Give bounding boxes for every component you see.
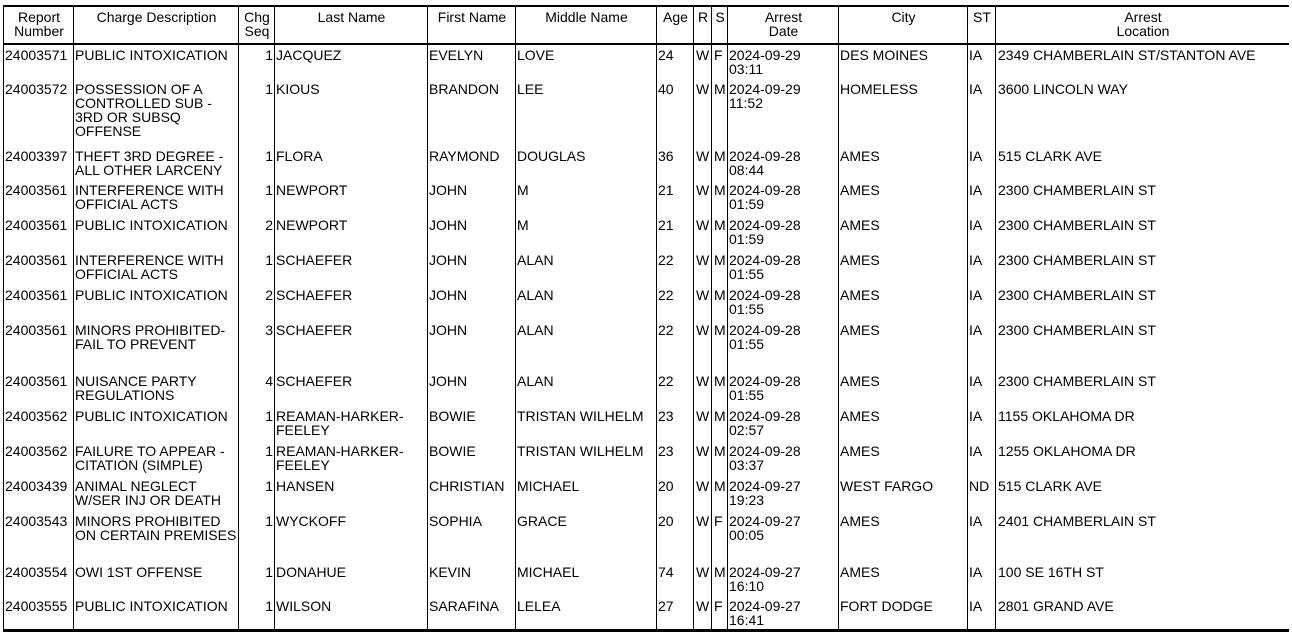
state-cell: IA	[968, 180, 996, 215]
header-sex: S	[712, 7, 728, 44]
charge-description-cell: ANIMAL NEGLECT W/SER INJ OR DEATH	[74, 476, 239, 511]
first-name-cell: SARAFINA	[428, 596, 516, 630]
middle-name-cell: ALAN	[516, 371, 657, 406]
arrest-location-cell: 515 CLARK AVE	[996, 146, 1290, 180]
header-report-number	[4, 7, 74, 44]
city-cell: AMES	[839, 562, 968, 596]
sex-cell: M	[712, 441, 728, 476]
middle-name-cell: LELEA	[516, 596, 657, 630]
last-name-cell: SCHAEFER	[275, 285, 428, 320]
arrest-date-cell	[728, 320, 839, 371]
arrest-date-cell	[728, 285, 839, 320]
middle-name-cell: ALAN	[516, 250, 657, 285]
state-cell: IA	[968, 215, 996, 250]
header-label: Arrest	[1124, 9, 1162, 25]
table-row	[4, 180, 1290, 215]
header-charge-description: Charge Description	[74, 7, 239, 44]
age-cell: 20	[657, 511, 694, 562]
report-number-cell: 24003555	[4, 596, 74, 630]
city-cell: AMES	[839, 146, 968, 180]
first-name-cell: JOHN	[428, 371, 516, 406]
last-name-cell: JACQUEZ	[275, 44, 428, 79]
header-last-name: Last Name	[275, 7, 428, 44]
age-cell: 22	[657, 250, 694, 285]
city-cell: DES MOINES	[839, 44, 968, 79]
arrest-location-cell: 1155 OKLAHOMA DR	[996, 406, 1290, 441]
arrest-date: 2024-09-28	[729, 373, 801, 389]
report-number-cell: 24003561	[4, 250, 74, 285]
sex-cell: F	[712, 44, 728, 79]
race-cell: W	[694, 476, 712, 511]
arrest-date-cell	[728, 371, 839, 406]
arrest-date-cell	[728, 476, 839, 511]
charge-description-cell: PUBLIC INTOXICATION	[74, 285, 239, 320]
age-cell: 27	[657, 596, 694, 630]
arrest-location-cell: 2300 CHAMBERLAIN ST	[996, 371, 1290, 406]
chg-seq-cell: 1	[239, 476, 275, 511]
race-cell: W	[694, 406, 712, 441]
chg-seq-cell: 2	[239, 285, 275, 320]
middle-name-cell: M	[516, 215, 657, 250]
report-number-cell: 24003543	[4, 511, 74, 562]
first-name-cell: JOHN	[428, 180, 516, 215]
last-name-cell: NEWPORT	[275, 215, 428, 250]
header-race: R	[694, 7, 712, 44]
arrest-date: 2024-09-28	[729, 287, 801, 303]
sex-cell: M	[712, 562, 728, 596]
middle-name-cell: LEE	[516, 79, 657, 146]
arrest-time: 01:55	[729, 301, 765, 317]
header-label: Location	[1116, 23, 1170, 39]
middle-name-cell: MICHAEL	[516, 562, 657, 596]
arrest-date: 2024-09-28	[729, 408, 801, 424]
header-label: Seq	[244, 23, 270, 39]
race-cell: W	[694, 371, 712, 406]
arrest-time: 01:55	[729, 266, 765, 282]
arrest-location-cell: 2300 CHAMBERLAIN ST	[996, 250, 1290, 285]
charge-description-cell: INTERFERENCE WITH OFFICIAL ACTS	[74, 180, 239, 215]
table-row	[4, 79, 1290, 146]
table-row	[4, 596, 1290, 630]
last-name-cell: FLORA	[275, 146, 428, 180]
header-state: ST	[968, 7, 996, 44]
arrest-date: 2024-09-29	[729, 47, 801, 63]
chg-seq-cell: 1	[239, 406, 275, 441]
race-cell: W	[694, 79, 712, 146]
sex-cell: M	[712, 285, 728, 320]
last-name-cell: NEWPORT	[275, 180, 428, 215]
sex-cell: M	[712, 320, 728, 371]
race-cell: W	[694, 215, 712, 250]
table-row	[4, 285, 1290, 320]
race-cell: W	[694, 441, 712, 476]
table-row	[4, 215, 1290, 250]
table-row	[4, 441, 1290, 476]
arrest-location-cell: 2300 CHAMBERLAIN ST	[996, 215, 1290, 250]
middle-name-cell: ALAN	[516, 320, 657, 371]
chg-seq-cell: 2	[239, 215, 275, 250]
arrest-time: 08:44	[729, 162, 765, 178]
sex-cell: F	[712, 596, 728, 630]
first-name-cell: SOPHIA	[428, 511, 516, 562]
sex-cell: M	[712, 146, 728, 180]
report-number-cell: 24003554	[4, 562, 74, 596]
report-number-cell: 24003561	[4, 180, 74, 215]
arrest-time: 01:55	[729, 336, 765, 352]
arrest-time: 03:37	[729, 457, 765, 473]
state-cell: IA	[968, 285, 996, 320]
state-cell: ND	[968, 476, 996, 511]
arrest-time: 01:59	[729, 196, 765, 212]
arrest-location-cell: 2801 GRAND AVE	[996, 596, 1290, 630]
report-number-cell: 24003561	[4, 371, 74, 406]
charge-description-cell: PUBLIC INTOXICATION	[74, 596, 239, 630]
arrest-time: 11:52	[729, 95, 763, 111]
header-arrest-date	[728, 7, 839, 44]
city-cell: AMES	[839, 180, 968, 215]
arrest-location-cell: 2300 CHAMBERLAIN ST	[996, 180, 1290, 215]
state-cell: IA	[968, 250, 996, 285]
sex-cell: M	[712, 406, 728, 441]
header-age: Age	[657, 7, 694, 44]
sex-cell: M	[712, 250, 728, 285]
arrest-date: 2024-09-27	[729, 513, 801, 529]
last-name-cell: WYCKOFF	[275, 511, 428, 562]
state-cell: IA	[968, 371, 996, 406]
header-label: Arrest	[764, 9, 803, 25]
city-cell: AMES	[839, 511, 968, 562]
report-number-cell: 24003561	[4, 320, 74, 371]
arrest-date-cell	[728, 146, 839, 180]
chg-seq-cell: 1	[239, 562, 275, 596]
state-cell: IA	[968, 320, 996, 371]
age-cell: 22	[657, 320, 694, 371]
first-name-cell: JOHN	[428, 250, 516, 285]
table-row	[4, 250, 1290, 285]
header-label: Number	[14, 23, 64, 39]
city-cell: WEST FARGO	[839, 476, 968, 511]
charge-description-cell: MINORS PROHIBITED ON CERTAIN PREMISES	[74, 511, 239, 562]
first-name-cell: JOHN	[428, 215, 516, 250]
table-row	[4, 562, 1290, 596]
age-cell: 74	[657, 562, 694, 596]
arrest-date-cell	[728, 406, 839, 441]
arrest-time: 01:59	[729, 231, 765, 247]
last-name-cell: WILSON	[275, 596, 428, 630]
arrest-date: 2024-09-28	[729, 217, 801, 233]
age-cell: 23	[657, 406, 694, 441]
first-name-cell: JOHN	[428, 320, 516, 371]
arrest-date: 2024-09-27	[729, 478, 801, 494]
report-number-cell: 24003397	[4, 146, 74, 180]
state-cell: IA	[968, 44, 996, 79]
arrest-location-cell: 2349 CHAMBERLAIN ST/STANTON AVE	[996, 44, 1290, 79]
header-arrest-location	[996, 7, 1290, 44]
arrest-rows	[4, 44, 1290, 630]
sex-cell: M	[712, 476, 728, 511]
arrest-time: 03:11	[729, 61, 763, 77]
last-name-cell: REAMAN-HARKER-FEELEY	[275, 406, 428, 441]
arrest-location-cell: 2401 CHAMBERLAIN ST	[996, 511, 1290, 562]
race-cell: W	[694, 146, 712, 180]
city-cell: AMES	[839, 441, 968, 476]
age-cell: 22	[657, 371, 694, 406]
charge-description-cell: PUBLIC INTOXICATION	[74, 406, 239, 441]
last-name-cell: SCHAEFER	[275, 250, 428, 285]
city-cell: AMES	[839, 320, 968, 371]
sex-cell: M	[712, 180, 728, 215]
header-middle-name: Middle Name	[516, 7, 657, 44]
race-cell: W	[694, 596, 712, 630]
chg-seq-cell: 1	[239, 180, 275, 215]
report-number-cell: 24003571	[4, 44, 74, 79]
report-number-cell: 24003561	[4, 285, 74, 320]
last-name-cell: DONAHUE	[275, 562, 428, 596]
arrest-log-table	[3, 7, 1289, 630]
arrest-date: 2024-09-29	[729, 81, 801, 97]
arrest-location-cell: 2300 CHAMBERLAIN ST	[996, 320, 1290, 371]
arrest-date-cell	[728, 44, 839, 79]
state-cell: IA	[968, 596, 996, 630]
city-cell: AMES	[839, 215, 968, 250]
middle-name-cell: M	[516, 180, 657, 215]
chg-seq-cell: 4	[239, 371, 275, 406]
arrest-date-cell	[728, 562, 839, 596]
arrest-date: 2024-09-27	[729, 564, 801, 580]
chg-seq-cell: 3	[239, 320, 275, 371]
table-row	[4, 406, 1290, 441]
middle-name-cell: ALAN	[516, 285, 657, 320]
sex-cell: M	[712, 79, 728, 146]
age-cell: 40	[657, 79, 694, 146]
age-cell: 24	[657, 44, 694, 79]
arrest-date-cell	[728, 79, 839, 146]
city-cell: AMES	[839, 250, 968, 285]
arrest-location-cell: 515 CLARK AVE	[996, 476, 1290, 511]
middle-name-cell: TRISTAN WILHELM	[516, 441, 657, 476]
middle-name-cell: GRACE	[516, 511, 657, 562]
table-row	[4, 146, 1290, 180]
city-cell: AMES	[839, 285, 968, 320]
report-number-cell: 24003562	[4, 406, 74, 441]
last-name-cell: REAMAN-HARKER-FEELEY	[275, 441, 428, 476]
charge-description-cell: FAILURE TO APPEAR - CITATION (SIMPLE)	[74, 441, 239, 476]
first-name-cell: JOHN	[428, 285, 516, 320]
first-name-cell: RAYMOND	[428, 146, 516, 180]
race-cell: W	[694, 44, 712, 79]
arrest-time: 19:23	[729, 492, 765, 508]
arrest-date-cell	[728, 441, 839, 476]
report-number-cell: 24003561	[4, 215, 74, 250]
charge-description-cell: POSSESSION OF A CONTROLLED SUB - 3RD OR SUBSQ OFFENSE	[74, 79, 239, 146]
state-cell: IA	[968, 562, 996, 596]
charge-description-cell: MINORS PROHIBITED-FAIL TO PREVENT	[74, 320, 239, 371]
header-row	[4, 7, 1290, 44]
age-cell: 36	[657, 146, 694, 180]
sex-cell: M	[712, 215, 728, 250]
state-cell: IA	[968, 79, 996, 146]
header-label: Report	[17, 9, 61, 25]
report-number-cell: 24003562	[4, 441, 74, 476]
city-cell: FORT DODGE	[839, 596, 968, 630]
header-label: Chg	[244, 9, 270, 25]
race-cell: W	[694, 562, 712, 596]
race-cell: W	[694, 511, 712, 562]
state-cell: IA	[968, 406, 996, 441]
age-cell: 23	[657, 441, 694, 476]
report-number-cell: 24003439	[4, 476, 74, 511]
age-cell: 21	[657, 215, 694, 250]
charge-description-cell: PUBLIC INTOXICATION	[74, 215, 239, 250]
chg-seq-cell: 1	[239, 44, 275, 79]
first-name-cell: EVELYN	[428, 44, 516, 79]
sex-cell: M	[712, 371, 728, 406]
charge-description-cell: PUBLIC INTOXICATION	[74, 44, 239, 79]
middle-name-cell: MICHAEL	[516, 476, 657, 511]
table-row	[4, 371, 1290, 406]
arrest-date-cell	[728, 215, 839, 250]
header-label: Date	[768, 23, 799, 39]
arrest-date-cell	[728, 180, 839, 215]
middle-name-cell: LOVE	[516, 44, 657, 79]
arrest-time: 02:57	[729, 422, 765, 438]
race-cell: W	[694, 285, 712, 320]
race-cell: W	[694, 320, 712, 371]
arrest-log-sheet	[3, 5, 1289, 632]
arrest-date-cell	[728, 596, 839, 630]
arrest-date: 2024-09-28	[729, 148, 801, 164]
chg-seq-cell: 1	[239, 441, 275, 476]
header-first-name: First Name	[428, 7, 516, 44]
state-cell: IA	[968, 146, 996, 180]
header-city: City	[839, 7, 968, 44]
state-cell: IA	[968, 511, 996, 562]
first-name-cell: BOWIE	[428, 406, 516, 441]
age-cell: 22	[657, 285, 694, 320]
charge-description-cell: THEFT 3RD DEGREE - ALL OTHER LARCENY	[74, 146, 239, 180]
arrest-location-cell: 100 SE 16TH ST	[996, 562, 1290, 596]
race-cell: W	[694, 180, 712, 215]
charge-description-cell: INTERFERENCE WITH OFFICIAL ACTS	[74, 250, 239, 285]
arrest-date: 2024-09-28	[729, 322, 801, 338]
middle-name-cell: DOUGLAS	[516, 146, 657, 180]
middle-name-cell: TRISTAN WILHELM	[516, 406, 657, 441]
report-number-cell: 24003572	[4, 79, 74, 146]
last-name-cell: SCHAEFER	[275, 371, 428, 406]
arrest-date: 2024-09-28	[729, 443, 801, 459]
first-name-cell: BOWIE	[428, 441, 516, 476]
state-cell: IA	[968, 441, 996, 476]
chg-seq-cell: 1	[239, 146, 275, 180]
header-chg-seq	[239, 7, 275, 44]
first-name-cell: KEVIN	[428, 562, 516, 596]
arrest-date-cell	[728, 511, 839, 562]
table-row	[4, 320, 1290, 371]
age-cell: 20	[657, 476, 694, 511]
city-cell: AMES	[839, 406, 968, 441]
arrest-time: 16:41	[729, 612, 765, 628]
chg-seq-cell: 1	[239, 250, 275, 285]
arrest-date: 2024-09-28	[729, 252, 801, 268]
race-cell: W	[694, 250, 712, 285]
last-name-cell: KIOUS	[275, 79, 428, 146]
chg-seq-cell: 1	[239, 79, 275, 146]
charge-description-cell: NUISANCE PARTY REGULATIONS	[74, 371, 239, 406]
arrest-date-cell	[728, 250, 839, 285]
arrest-time: 00:05	[729, 527, 765, 543]
arrest-date: 2024-09-28	[729, 182, 801, 198]
table-row	[4, 511, 1290, 562]
arrest-location-cell: 1255 OKLAHOMA DR	[996, 441, 1290, 476]
city-cell: HOMELESS	[839, 79, 968, 146]
arrest-date: 2024-09-27	[729, 598, 801, 614]
chg-seq-cell: 1	[239, 596, 275, 630]
city-cell: AMES	[839, 371, 968, 406]
arrest-time: 16:10	[729, 578, 765, 594]
last-name-cell: SCHAEFER	[275, 320, 428, 371]
sex-cell: F	[712, 511, 728, 562]
arrest-location-cell: 3600 LINCOLN WAY	[996, 79, 1290, 146]
last-name-cell: HANSEN	[275, 476, 428, 511]
chg-seq-cell: 1	[239, 511, 275, 562]
charge-description-cell: OWI 1ST OFFENSE	[74, 562, 239, 596]
arrest-location-cell: 2300 CHAMBERLAIN ST	[996, 285, 1290, 320]
first-name-cell: BRANDON	[428, 79, 516, 146]
first-name-cell: CHRISTIAN	[428, 476, 516, 511]
arrest-time: 01:55	[729, 387, 765, 403]
table-row	[4, 44, 1290, 79]
age-cell: 21	[657, 180, 694, 215]
table-row	[4, 476, 1290, 511]
